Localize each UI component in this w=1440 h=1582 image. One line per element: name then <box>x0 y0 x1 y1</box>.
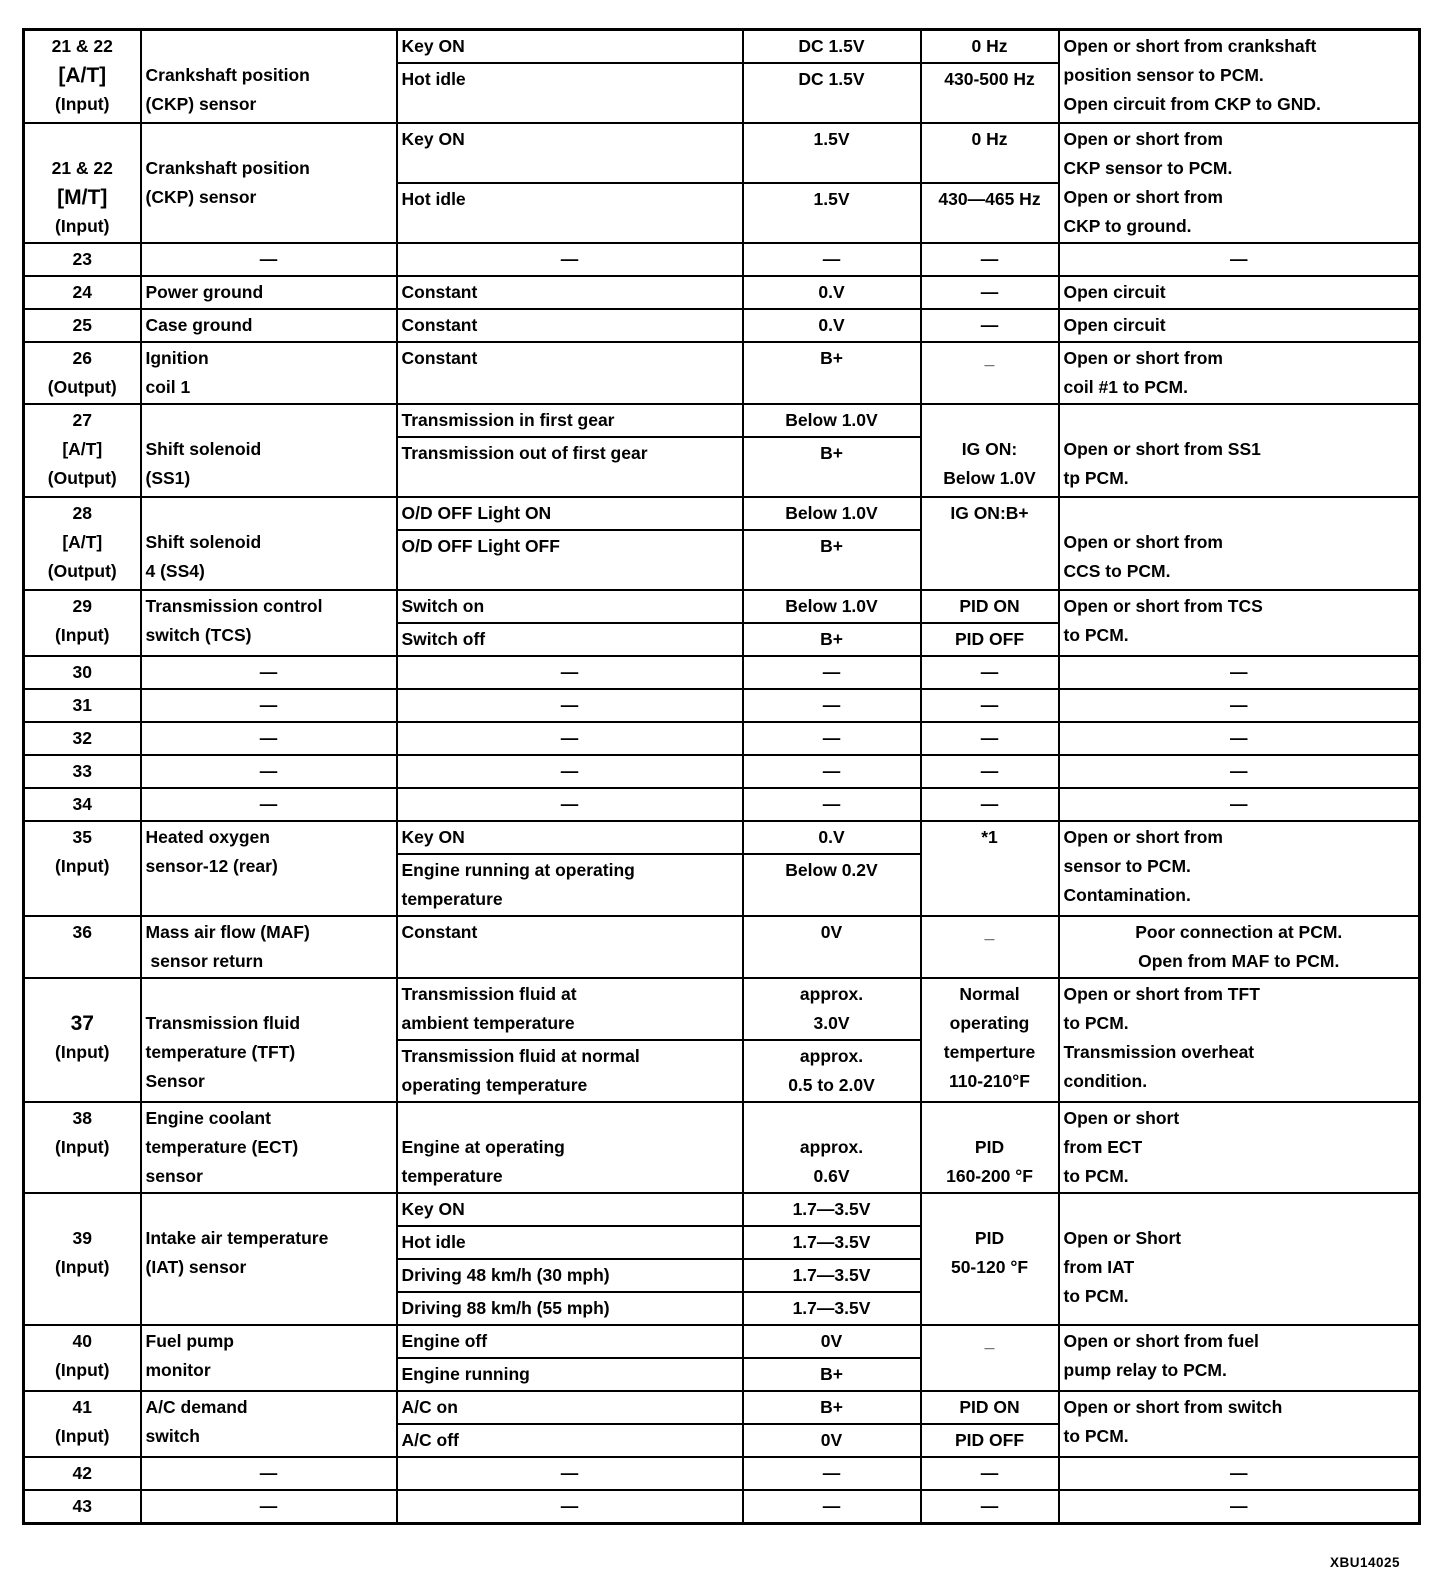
table-row <box>24 755 1420 788</box>
pin-cell: 26 (Output) <box>24 342 141 404</box>
table-row <box>24 689 1420 722</box>
signal-name-cell: — <box>141 1457 397 1490</box>
condition-cell: — <box>397 1457 743 1490</box>
fault-cell: Open or short from SS1 tp PCM. <box>1059 404 1420 497</box>
signal-name-cell: Ignition coil 1 <box>141 342 397 404</box>
signal-name-cell: — <box>141 788 397 821</box>
voltage-cell: B+ <box>743 1391 921 1424</box>
fault-cell: — <box>1059 656 1420 689</box>
voltage-cell: 1.7—3.5V <box>743 1292 921 1325</box>
signal-name-cell: Crankshaft position (CKP) sensor <box>141 123 397 243</box>
fault-cell: Open or short from fuel pump relay to PCM. <box>1059 1325 1420 1391</box>
pin-cell: 39 (Input) <box>24 1193 141 1325</box>
fault-cell: Open or short from sensor to PCM. Contamination. <box>1059 821 1420 916</box>
signal-name-cell: Shift solenoid (SS1) <box>141 404 397 497</box>
fault-cell: Open or short from crankshaft position sensor to PCM. Open circuit from CKP to GND. <box>1059 30 1420 124</box>
pin-cell: 41 (Input) <box>24 1391 141 1457</box>
condition-cell: Transmission out of first gear <box>397 437 743 497</box>
voltage-cell: DC 1.5V <box>743 63 921 123</box>
condition-cell: O/D OFF Light OFF <box>397 530 743 590</box>
condition-cell: — <box>397 722 743 755</box>
pid-cell: — <box>921 788 1059 821</box>
figure-code: XBU14025 <box>1330 1555 1401 1570</box>
condition-cell: Switch off <box>397 623 743 656</box>
voltage-cell: 1.7—3.5V <box>743 1226 921 1259</box>
voltage-cell: — <box>743 1457 921 1490</box>
condition-cell: Driving 88 km/h (55 mph) <box>397 1292 743 1325</box>
pin-cell: 25 <box>24 309 141 342</box>
table-row <box>24 1102 1420 1193</box>
voltage-cell: approx. 3.0V <box>743 978 921 1040</box>
voltage-cell: 0V <box>743 1325 921 1358</box>
condition-cell: Hot idle <box>397 63 743 123</box>
table-row <box>24 243 1420 276</box>
pid-cell: — <box>921 722 1059 755</box>
fault-cell: — <box>1059 243 1420 276</box>
table-row <box>24 1457 1420 1490</box>
table-row <box>24 590 1420 623</box>
condition-cell: — <box>397 1490 743 1524</box>
condition-cell: Engine running <box>397 1358 743 1391</box>
pin-cell: 43 <box>24 1490 141 1524</box>
table-row <box>24 916 1420 978</box>
signal-name-cell: Shift solenoid 4 (SS4) <box>141 497 397 590</box>
table-row <box>24 722 1420 755</box>
pin-cell: 30 <box>24 656 141 689</box>
pin-cell: 31 <box>24 689 141 722</box>
condition-cell: Constant <box>397 916 743 978</box>
condition-cell: Constant <box>397 342 743 404</box>
pin-cell: 40 (Input) <box>24 1325 141 1391</box>
voltage-cell: B+ <box>743 437 921 497</box>
pid-cell: IG ON:B+ <box>921 497 1059 590</box>
voltage-cell: 0.V <box>743 309 921 342</box>
voltage-cell: — <box>743 1490 921 1524</box>
signal-name-cell: Transmission fluid temperature (TFT) Sensor <box>141 978 397 1102</box>
pin-cell: 24 <box>24 276 141 309</box>
pin-cell: 32 <box>24 722 141 755</box>
signal-name-cell: — <box>141 755 397 788</box>
signal-name-cell: — <box>141 656 397 689</box>
table-row <box>24 497 1420 530</box>
table-row <box>24 1325 1420 1358</box>
pid-cell: _ <box>921 1325 1059 1391</box>
condition-cell: Key ON <box>397 1193 743 1226</box>
voltage-cell: approx. 0.6V <box>743 1102 921 1193</box>
condition-cell: Hot idle <box>397 183 743 243</box>
pin-cell: 27 [A/T] (Output) <box>24 404 141 497</box>
pin-cell: 21 & 22 [A/T] (Input) <box>24 30 141 124</box>
pid-cell: PID ON <box>921 590 1059 623</box>
pin-cell: 38 (Input) <box>24 1102 141 1193</box>
condition-cell: Engine at operating temperature <box>397 1102 743 1193</box>
voltage-cell: — <box>743 656 921 689</box>
voltage-cell: B+ <box>743 530 921 590</box>
fault-cell: Open circuit <box>1059 309 1420 342</box>
pid-cell: _ <box>921 342 1059 404</box>
table-row <box>24 656 1420 689</box>
voltage-cell: — <box>743 755 921 788</box>
condition-cell: A/C off <box>397 1424 743 1457</box>
fault-cell: Open or short from TFT to PCM. Transmission overheat condition. <box>1059 978 1420 1102</box>
voltage-cell: B+ <box>743 342 921 404</box>
pid-cell: PID OFF <box>921 623 1059 656</box>
voltage-cell: — <box>743 689 921 722</box>
pid-cell: IG ON: Below 1.0V <box>921 404 1059 497</box>
voltage-cell: B+ <box>743 1358 921 1391</box>
table-row <box>24 404 1420 437</box>
signal-name-cell: — <box>141 722 397 755</box>
voltage-cell: 0V <box>743 1424 921 1457</box>
voltage-cell: — <box>743 788 921 821</box>
pid-cell: — <box>921 755 1059 788</box>
condition-cell: Key ON <box>397 30 743 64</box>
pin-cell: 36 <box>24 916 141 978</box>
pin-cell: 35 (Input) <box>24 821 141 916</box>
pin-cell: 34 <box>24 788 141 821</box>
voltage-cell: Below 1.0V <box>743 590 921 623</box>
condition-cell: Key ON <box>397 821 743 854</box>
fault-cell: Open or Short from IAT to PCM. <box>1059 1193 1420 1325</box>
condition-cell: O/D OFF Light ON <box>397 497 743 530</box>
pid-cell: PID ON <box>921 1391 1059 1424</box>
pcm-pin-table <box>22 28 1421 1525</box>
pid-cell: — <box>921 276 1059 309</box>
pid-cell: — <box>921 689 1059 722</box>
condition-cell: — <box>397 689 743 722</box>
condition-cell: Engine off <box>397 1325 743 1358</box>
table-row <box>24 276 1420 309</box>
pin-cell: 42 <box>24 1457 141 1490</box>
voltage-cell: 0.V <box>743 276 921 309</box>
table-row <box>24 309 1420 342</box>
voltage-cell: 0.V <box>743 821 921 854</box>
voltage-cell: 1.7—3.5V <box>743 1193 921 1226</box>
pid-cell: 0 Hz <box>921 30 1059 64</box>
condition-cell: Hot idle <box>397 1226 743 1259</box>
pin-cell: 23 <box>24 243 141 276</box>
voltage-cell: DC 1.5V <box>743 30 921 64</box>
table-row <box>24 1490 1420 1524</box>
condition-cell: — <box>397 755 743 788</box>
table-row <box>24 821 1420 854</box>
pid-cell: _ <box>921 916 1059 978</box>
condition-cell: Switch on <box>397 590 743 623</box>
voltage-cell: approx. 0.5 to 2.0V <box>743 1040 921 1102</box>
pid-cell: 430—465 Hz <box>921 183 1059 243</box>
condition-cell: Constant <box>397 276 743 309</box>
signal-name-cell: Transmission control switch (TCS) <box>141 590 397 656</box>
voltage-cell: 1.5V <box>743 123 921 183</box>
fault-cell: Open or short from switch to PCM. <box>1059 1391 1420 1457</box>
signal-name-cell: Case ground <box>141 309 397 342</box>
table-row <box>24 30 1420 64</box>
pid-cell: PID OFF <box>921 1424 1059 1457</box>
fault-cell: Open or short from coil #1 to PCM. <box>1059 342 1420 404</box>
voltage-cell: Below 1.0V <box>743 404 921 437</box>
condition-cell: Transmission fluid at normal operating temperature <box>397 1040 743 1102</box>
voltage-cell: — <box>743 243 921 276</box>
pid-cell: — <box>921 243 1059 276</box>
pin-cell: 21 & 22 [M/T] (Input) <box>24 123 141 243</box>
signal-name-cell: — <box>141 243 397 276</box>
signal-name-cell: Power ground <box>141 276 397 309</box>
voltage-cell: Below 1.0V <box>743 497 921 530</box>
pid-cell: *1 <box>921 821 1059 916</box>
fault-cell: Open or short from TCS to PCM. <box>1059 590 1420 656</box>
table-row <box>24 342 1420 404</box>
pid-cell: 0 Hz <box>921 123 1059 183</box>
fault-cell: Open or short from CKP sensor to PCM. Open or short from CKP to ground. <box>1059 123 1420 243</box>
signal-name-cell: — <box>141 1490 397 1524</box>
voltage-cell: 0V <box>743 916 921 978</box>
signal-name-cell: Engine coolant temperature (ECT) sensor <box>141 1102 397 1193</box>
condition-cell: — <box>397 788 743 821</box>
fault-cell: — <box>1059 755 1420 788</box>
table-row <box>24 788 1420 821</box>
condition-cell: A/C on <box>397 1391 743 1424</box>
pid-cell: — <box>921 656 1059 689</box>
table-row <box>24 1193 1420 1226</box>
signal-name-cell: A/C demand switch <box>141 1391 397 1457</box>
pid-cell: Normal operating temperture 110-210°F <box>921 978 1059 1102</box>
condition-cell: Driving 48 km/h (30 mph) <box>397 1259 743 1292</box>
fault-cell: — <box>1059 788 1420 821</box>
condition-cell: Transmission fluid at ambient temperature <box>397 978 743 1040</box>
voltage-cell: Below 0.2V <box>743 854 921 916</box>
fault-cell: — <box>1059 1457 1420 1490</box>
pid-cell: 430-500 Hz <box>921 63 1059 123</box>
pin-cell: 28 [A/T] (Output) <box>24 497 141 590</box>
voltage-cell: 1.5V <box>743 183 921 243</box>
signal-name-cell: Crankshaft position (CKP) sensor <box>141 30 397 124</box>
fault-cell: — <box>1059 689 1420 722</box>
pin-cell: 29 (Input) <box>24 590 141 656</box>
fault-cell: — <box>1059 1490 1420 1524</box>
pin-cell: 33 <box>24 755 141 788</box>
table-row <box>24 123 1420 183</box>
signal-name-cell: Intake air temperature (IAT) sensor <box>141 1193 397 1325</box>
signal-name-cell: Heated oxygen sensor-12 (rear) <box>141 821 397 916</box>
signal-name-cell: Mass air flow (MAF) sensor return <box>141 916 397 978</box>
fault-cell: Open circuit <box>1059 276 1420 309</box>
condition-cell: Key ON <box>397 123 743 183</box>
condition-cell: Engine running at operating temperature <box>397 854 743 916</box>
pid-cell: — <box>921 1457 1059 1490</box>
condition-cell: — <box>397 656 743 689</box>
table-row <box>24 1391 1420 1424</box>
signal-name-cell: — <box>141 689 397 722</box>
fault-cell: — <box>1059 722 1420 755</box>
pid-cell: — <box>921 309 1059 342</box>
pid-cell: PID 160-200 °F <box>921 1102 1059 1193</box>
fault-cell: Poor connection at PCM. Open from MAF to PCM. <box>1059 916 1420 978</box>
voltage-cell: B+ <box>743 623 921 656</box>
signal-name-cell: Fuel pump monitor <box>141 1325 397 1391</box>
voltage-cell: 1.7—3.5V <box>743 1259 921 1292</box>
pin-cell: 37 (Input) <box>24 978 141 1102</box>
fault-cell: Open or short from ECT to PCM. <box>1059 1102 1420 1193</box>
condition-cell: Constant <box>397 309 743 342</box>
pid-cell: PID 50-120 °F <box>921 1193 1059 1325</box>
table-row <box>24 978 1420 1040</box>
pid-cell: — <box>921 1490 1059 1524</box>
voltage-cell: — <box>743 722 921 755</box>
fault-cell: Open or short from CCS to PCM. <box>1059 497 1420 590</box>
condition-cell: Transmission in first gear <box>397 404 743 437</box>
condition-cell: — <box>397 243 743 276</box>
